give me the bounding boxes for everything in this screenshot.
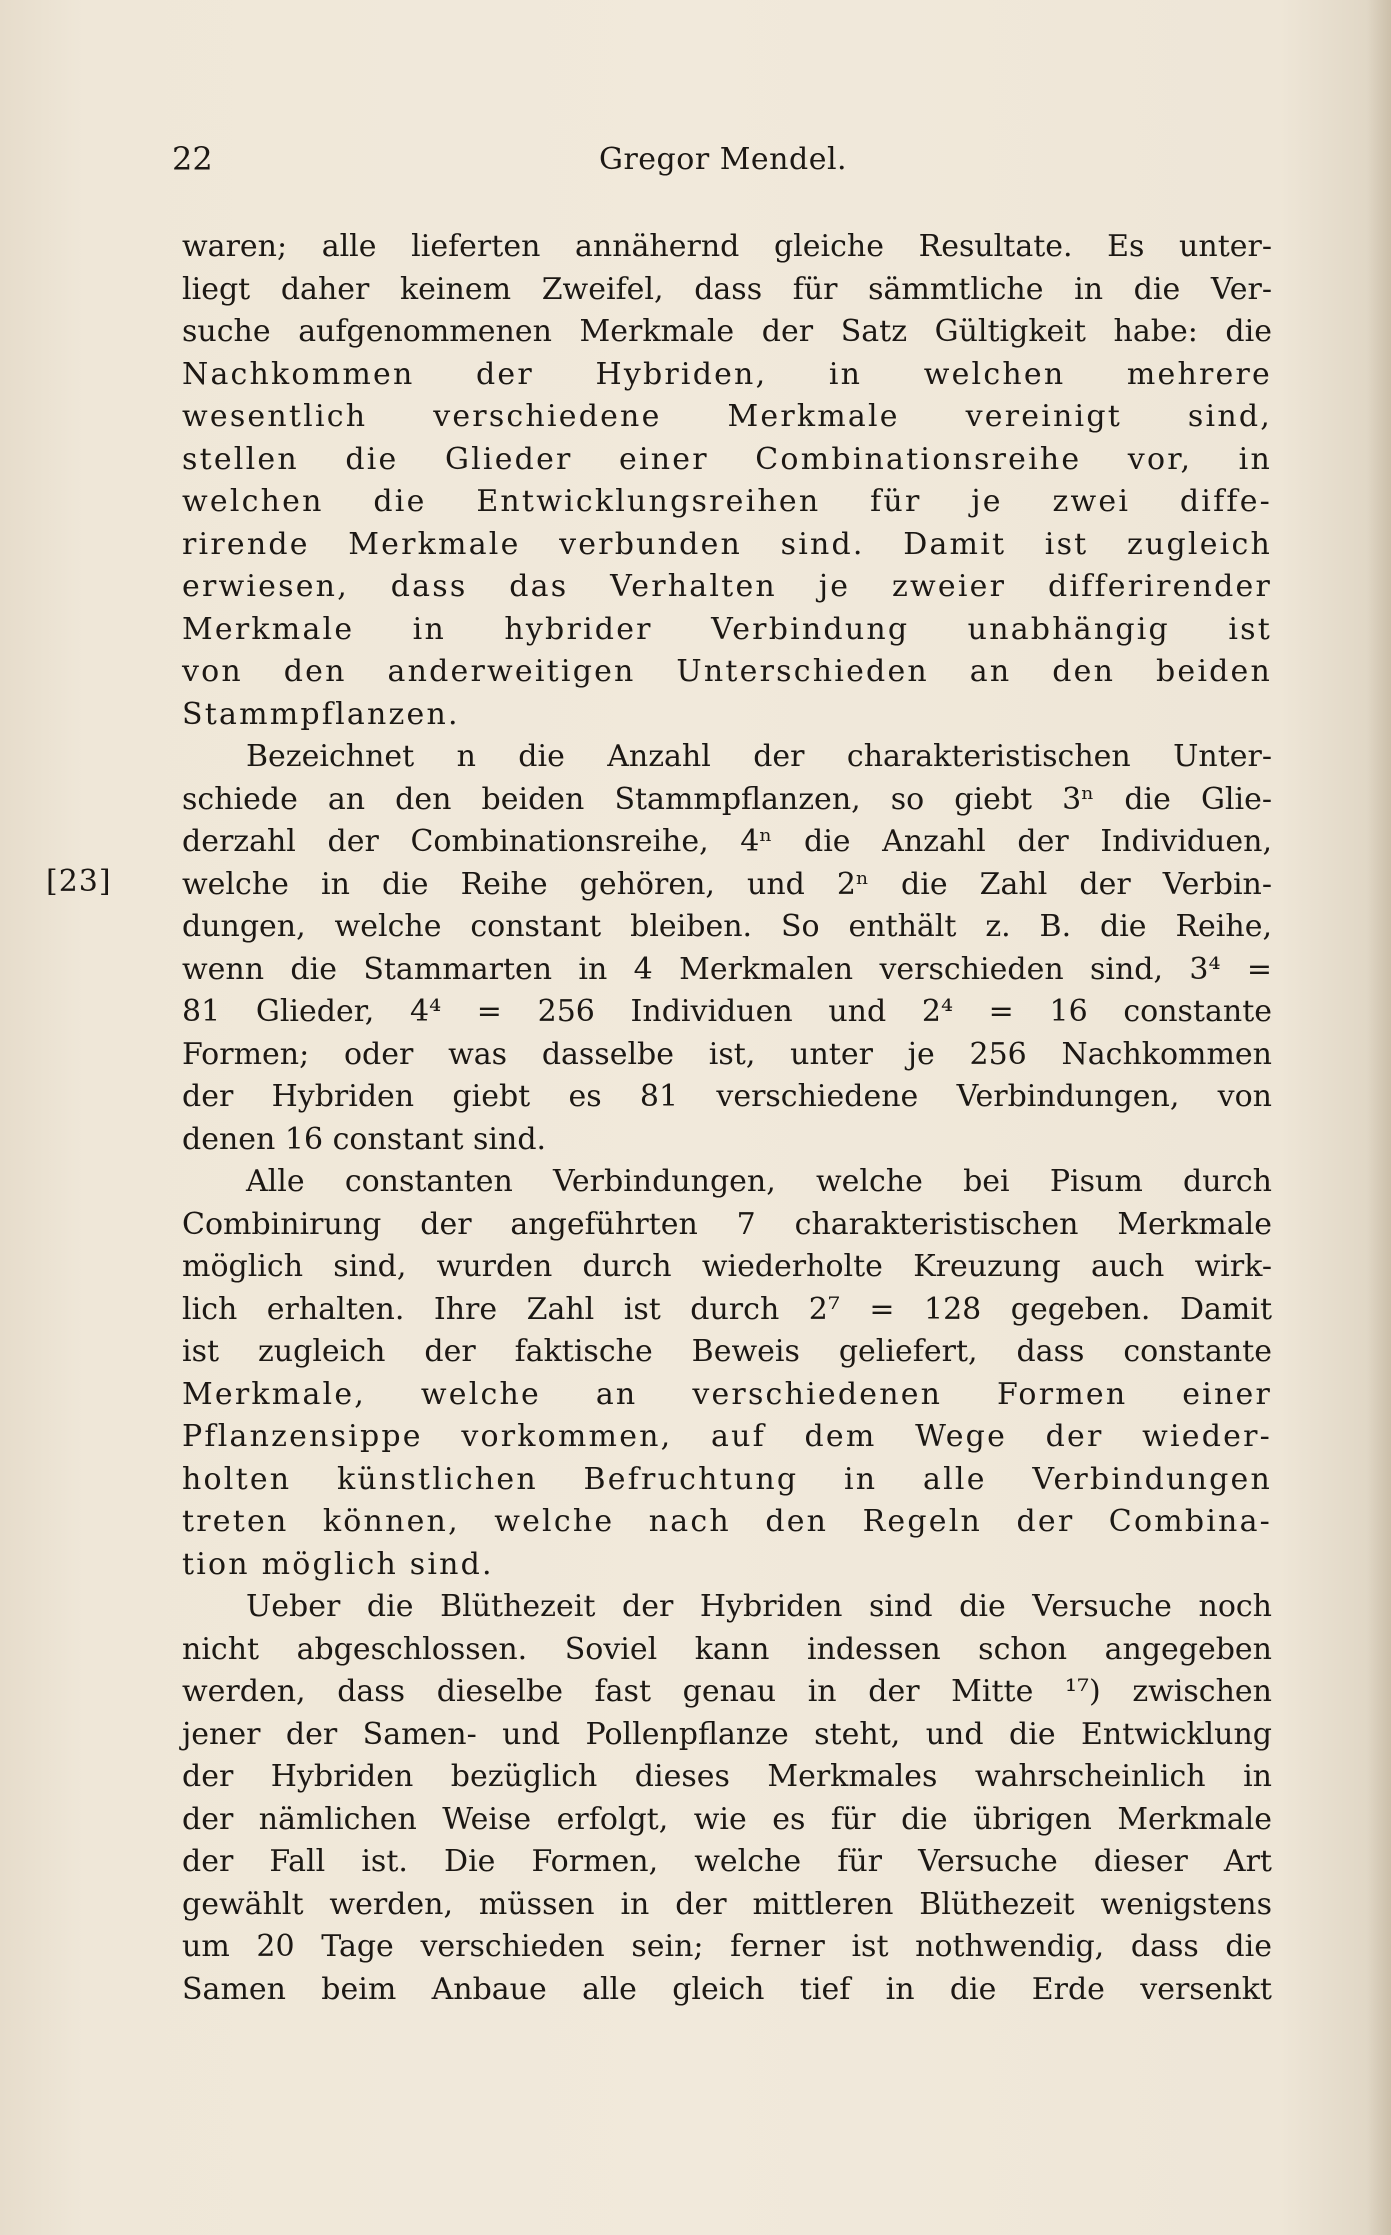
text-line: Merkmale in hybrider Verbindung unabhängig ist (182, 611, 1272, 647)
text-line: lich erhalten. Ihre Zahl ist durch 2⁷ = 128 gegeben. Damit (182, 1291, 1272, 1327)
text-line: möglich sind, wurden durch wiederholte Kreuzung auch wirk- (182, 1249, 1272, 1284)
text-line: treten können, welche nach den Regeln der Combina- (182, 1504, 1272, 1539)
text-line: Combinirung der angeführten 7 charakteristischen Merkmale (182, 1206, 1272, 1242)
page-header (172, 140, 1272, 184)
text-line: wesentlich verschiedene Merkmale vereinigt sind, (182, 399, 1272, 434)
text-line: erwiesen, dass das Verhalten je zweier differirender (182, 569, 1272, 604)
text-line: welchen die Entwicklungsreihen für je zwei diffe- (182, 484, 1272, 519)
text-line: Samen beim Anbaue alle gleich tief in die Erde versenkt (182, 1971, 1272, 2007)
page-edge-shadow (1367, 0, 1391, 2235)
text-line: 81 Glieder, 4⁴ = 256 Individuen und 2⁴ = 16 constante (182, 994, 1272, 1029)
text-line: suche aufgenommenen Merkmale der Satz Gültigkeit habe: die (182, 314, 1272, 349)
text-line: welche in die Reihe gehören, und 2ⁿ die Zahl der Verbin- (182, 866, 1272, 902)
text-line: jener der Samen- und Pollenpflanze steht, und die Entwicklung (182, 1716, 1272, 1752)
text-line: Alle constanten Verbindungen, welche bei Pisum durch (246, 1164, 1272, 1199)
text-line: waren; alle lieferten annähernd gleiche Resultate. Es unter- (182, 229, 1272, 264)
text-line: liegt daher keinem Zweifel, dass für sämmtliche in die Ver- (182, 271, 1272, 307)
body-text (182, 226, 1272, 2011)
text-line: wenn die Stammarten in 4 Merkmalen verschieden sind, 3⁴ = (182, 951, 1272, 987)
text-line: stellen die Glieder einer Combinationsreihe vor, in (182, 441, 1272, 477)
text-line: rirende Merkmale verbunden sind. Damit ist zugleich (182, 526, 1272, 562)
text-line: der Fall ist. Die Formen, welche für Versuche dieser Art (182, 1844, 1272, 1879)
page-number: 22 (172, 140, 213, 178)
text-line: Bezeichnet n die Anzahl der charakteristischen Unter- (246, 739, 1272, 774)
running-title: Gregor Mendel. (599, 142, 848, 177)
text-line: gewählt werden, müssen in der mittleren Blüthezeit wenigstens (182, 1886, 1272, 1922)
text-line: tion möglich sind. (182, 1546, 494, 1582)
text-line: werden, dass dieselbe fast genau in der Mitte ¹⁷) zwischen (182, 1674, 1272, 1709)
margin-page-reference: [23] (46, 864, 112, 899)
text-line: um 20 Tage verschieden sein; ferner ist nothwendig, dass die (182, 1929, 1272, 1964)
text-line: derzahl der Combinationsreihe, 4ⁿ die Anzahl der Individuen, (182, 824, 1272, 859)
text-line: Nachkommen der Hybriden, in welchen mehrere (182, 356, 1272, 392)
text-line: Stammpflanzen. (182, 696, 460, 732)
text-line: Pflanzensippe vorkommen, auf dem Wege der wieder- (182, 1419, 1272, 1454)
text-line: der Hybriden giebt es 81 verschiedene Verbindungen, von (182, 1079, 1272, 1114)
text-line: der Hybriden bezüglich dieses Merkmales wahrscheinlich in (182, 1759, 1272, 1794)
text-line: dungen, welche constant bleiben. So enthält z. B. die Reihe, (182, 909, 1272, 944)
text-line: nicht abgeschlossen. Soviel kann indessen schon angegeben (182, 1631, 1272, 1667)
text-line: von den anderweitigen Unterschieden an den beiden (182, 654, 1272, 689)
text-line: Formen; oder was dasselbe ist, unter je 256 Nachkommen (182, 1036, 1272, 1072)
text-line: schiede an den beiden Stammpflanzen, so giebt 3ⁿ die Glie- (182, 781, 1272, 817)
text-line: Ueber die Blüthezeit der Hybriden sind die Versuche noch (246, 1589, 1272, 1624)
text-line: ist zugleich der faktische Beweis geliefert, dass constante (182, 1334, 1272, 1369)
text-line: denen 16 constant sind. (182, 1121, 547, 1157)
text-line: der nämlichen Weise erfolgt, wie es für die übrigen Merkmale (182, 1801, 1272, 1837)
text-line: Merkmale, welche an verschiedenen Formen einer (182, 1376, 1272, 1412)
text-line: holten künstlichen Befruchtung in alle Verbindungen (182, 1461, 1272, 1497)
